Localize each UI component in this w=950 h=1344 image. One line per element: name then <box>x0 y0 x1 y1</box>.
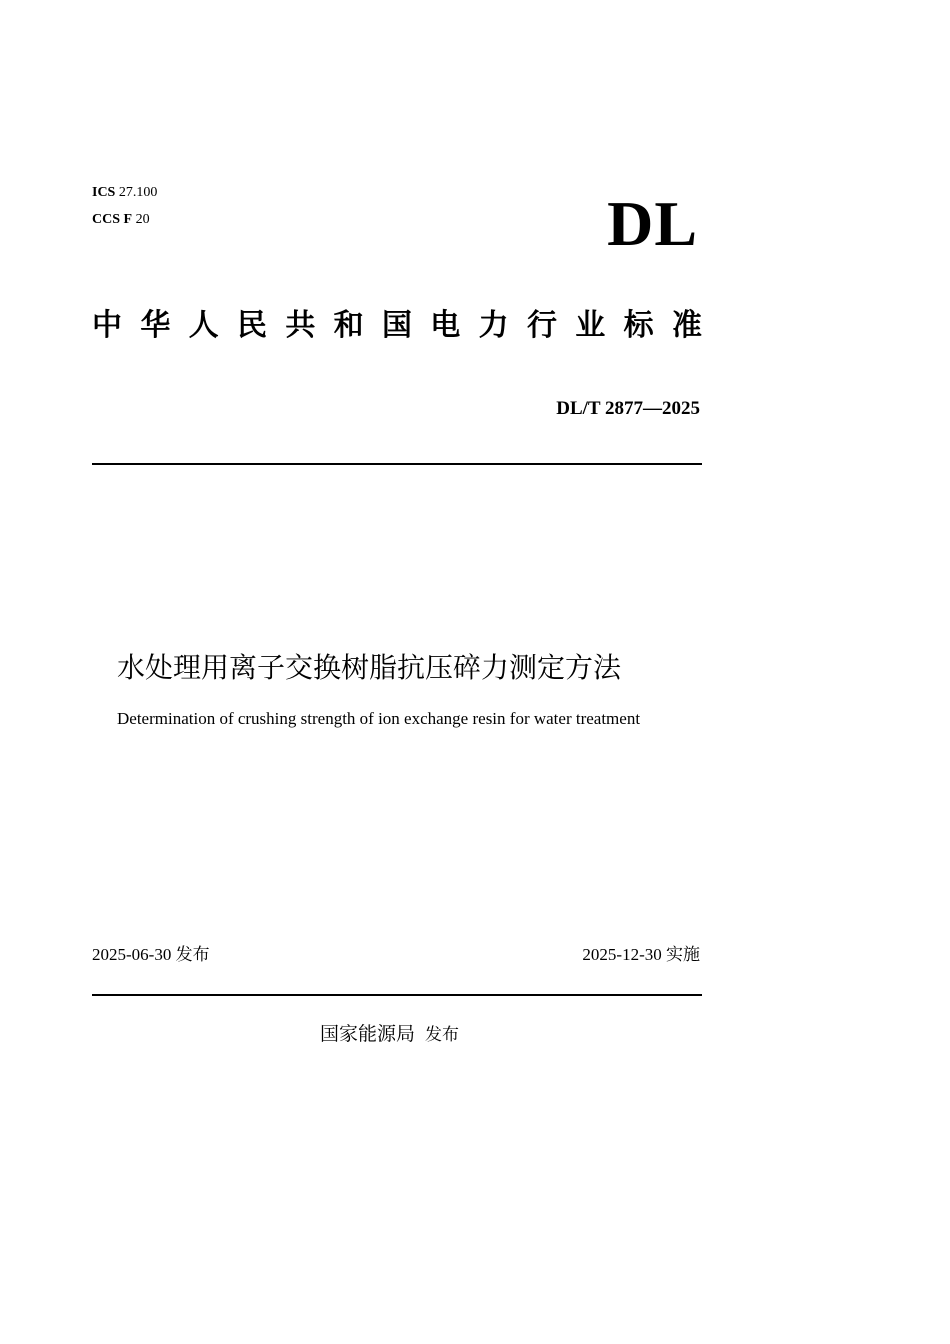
standard-type-char: 标 <box>623 308 654 343</box>
ics-value: 27.100 <box>118 185 158 200</box>
ccs-label: CCS F <box>92 212 133 227</box>
implementation-date: 2025-12-30 实施 <box>582 945 700 964</box>
publisher <box>320 1020 459 1049</box>
bottom-divider <box>92 994 702 996</box>
standard-type-char: 华 <box>140 308 171 343</box>
ics-code <box>92 185 157 201</box>
standard-type-char: 人 <box>188 308 219 343</box>
standard-type-char: 民 <box>236 308 267 343</box>
standard-number: DL/T 2877—2025 <box>556 398 700 419</box>
standard-type-char: 共 <box>285 308 316 343</box>
standard-type-title <box>92 306 702 346</box>
publisher-suffix: 发布 <box>425 1025 460 1045</box>
standard-type-char: 准 <box>671 308 702 343</box>
standard-type-char: 中 <box>92 308 122 343</box>
document-title-english: Determination of crushing strength of ion exchange resin for water treatment <box>117 709 641 728</box>
standard-type-char: 国 <box>381 308 412 343</box>
dl-logo: DL <box>607 188 698 259</box>
issue-date: 2025-06-30 发布 <box>92 945 210 964</box>
standard-type-char: 业 <box>575 308 606 343</box>
publisher-name: 国家能源局 <box>320 1023 416 1045</box>
ccs-value: 20 <box>135 212 150 227</box>
ccs-code <box>92 212 150 228</box>
top-divider <box>92 463 702 465</box>
standard-type-char: 行 <box>526 308 557 343</box>
ics-label: ICS <box>92 185 116 200</box>
document-title-chinese: 水处理用离子交换树脂抗压碎力测定方法 <box>117 651 622 684</box>
standard-type-char: 和 <box>333 308 364 343</box>
standard-type-char: 电 <box>430 308 461 343</box>
standard-type-char: 力 <box>478 308 509 343</box>
